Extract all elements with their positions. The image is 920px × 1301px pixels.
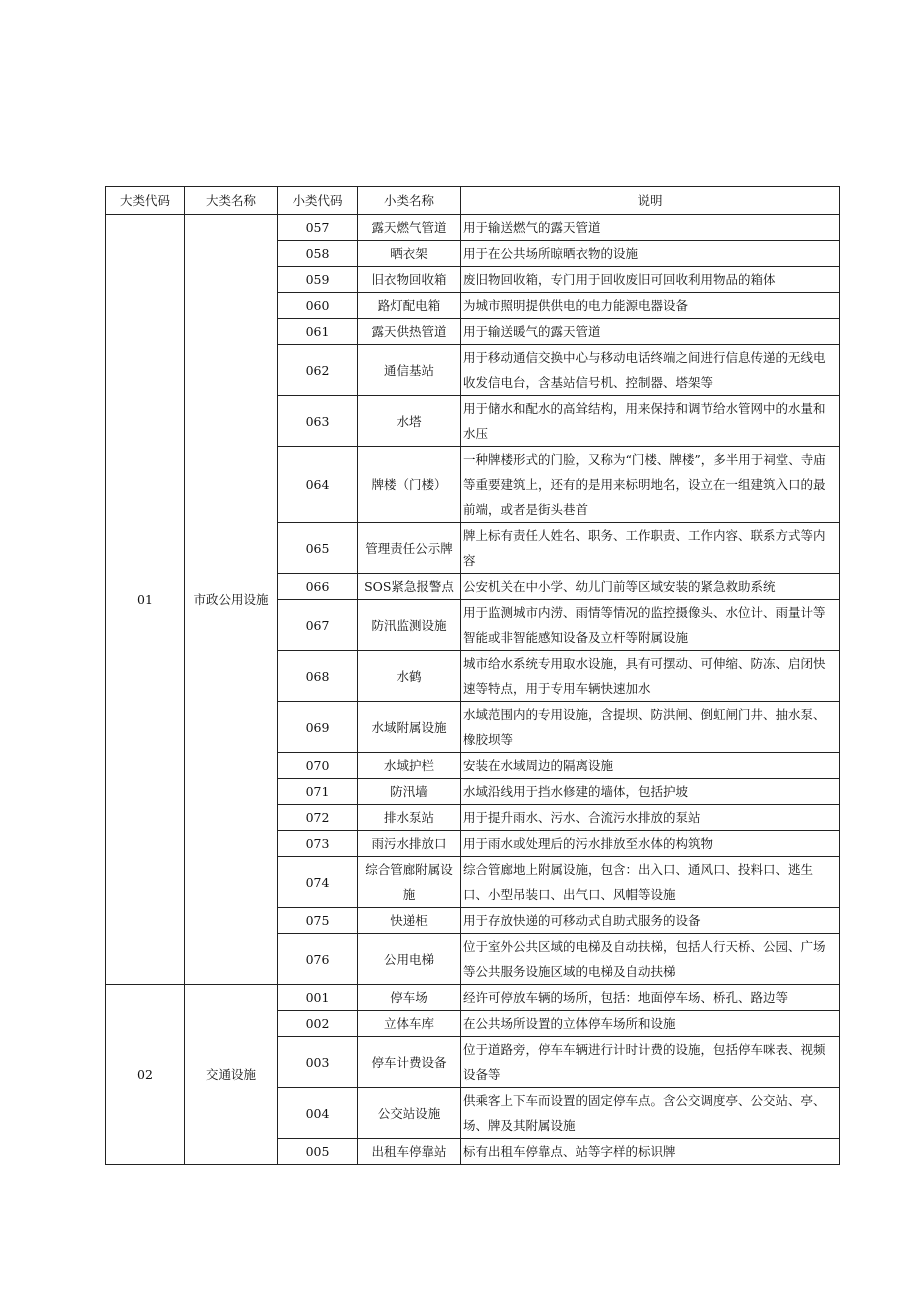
description-cell: 用于存放快递的可移动式自助式服务的设备 (461, 908, 840, 934)
description-cell: 废旧物回收箱，专门用于回收废旧可回收利用物品的箱体 (461, 267, 840, 293)
minor-name-cell: 水塔 (358, 396, 461, 447)
minor-code-cell: 004 (278, 1088, 358, 1139)
minor-code-cell: 071 (278, 779, 358, 805)
minor-name-cell: 水域附属设施 (358, 702, 461, 753)
description-cell: 牌上标有责任人姓名、职务、工作职责、工作内容、联系方式等内容 (461, 523, 840, 574)
minor-code-cell: 068 (278, 651, 358, 702)
minor-code-cell: 072 (278, 805, 358, 831)
major-code-cell: 01 (106, 215, 185, 985)
description-cell: 供乘客上下车而设置的固定停车点。含公交调度亭、公交站、亭、场、牌及其附属设施 (461, 1088, 840, 1139)
minor-name-cell: 旧衣物回收箱 (358, 267, 461, 293)
description-cell: 安装在水域周边的隔离设施 (461, 753, 840, 779)
description-cell: 经许可停放车辆的场所，包括：地面停车场、桥孔、路边等 (461, 985, 840, 1011)
header-minor-name: 小类名称 (358, 187, 461, 215)
description-cell: 用于监测城市内涝、雨情等情况的监控摄像头、水位计、雨量计等智能或非智能感知设备及立杆等附属设施 (461, 600, 840, 651)
description-cell: 用于移动通信交换中心与移动电话终端之间进行信息传递的无线电收发信电台，含基站信号机、控制器、塔架等 (461, 345, 840, 396)
minor-code-cell: 003 (278, 1037, 358, 1088)
description-cell: 位于室外公共区域的电梯及自动扶梯，包括人行天桥、公园、广场等公共服务设施区域的电梯及自动扶梯 (461, 934, 840, 985)
minor-code-cell: 061 (278, 319, 358, 345)
minor-name-cell: 路灯配电箱 (358, 293, 461, 319)
minor-name-cell: 综合管廊附属设施 (358, 857, 461, 908)
minor-name-cell: 管理责任公示牌 (358, 523, 461, 574)
description-cell: 公安机关在中小学、幼儿门前等区域安装的紧急救助系统 (461, 574, 840, 600)
minor-code-cell: 074 (278, 857, 358, 908)
header-major-name: 大类名称 (185, 187, 278, 215)
table-row (106, 985, 840, 1011)
minor-code-cell: 066 (278, 574, 358, 600)
minor-name-cell: 水鹤 (358, 651, 461, 702)
minor-code-cell: 063 (278, 396, 358, 447)
header-row (106, 187, 840, 215)
description-cell: 城市给水系统专用取水设施，具有可摆动、可伸缩、防冻、启闭快速等特点，用于专用车辆快速加水 (461, 651, 840, 702)
minor-name-cell: 出租车停靠站 (358, 1139, 461, 1165)
minor-name-cell: 通信基站 (358, 345, 461, 396)
major-name-cell: 市政公用设施 (185, 215, 278, 985)
table-row (106, 215, 840, 241)
minor-name-cell: 停车场 (358, 985, 461, 1011)
minor-name-cell: 雨污水排放口 (358, 831, 461, 857)
description-cell: 位于道路旁，停车车辆进行计时计费的设施，包括停车咪表、视频设备等 (461, 1037, 840, 1088)
minor-code-cell: 002 (278, 1011, 358, 1037)
minor-code-cell: 069 (278, 702, 358, 753)
minor-code-cell: 076 (278, 934, 358, 985)
minor-name-cell: 露天供热管道 (358, 319, 461, 345)
description-cell: 标有出租车停靠点、站等字样的标识牌 (461, 1139, 840, 1165)
minor-code-cell: 070 (278, 753, 358, 779)
minor-code-cell: 059 (278, 267, 358, 293)
minor-name-cell: 停车计费设备 (358, 1037, 461, 1088)
table-body (106, 215, 840, 1165)
minor-name-cell: 防汛监测设施 (358, 600, 461, 651)
minor-name-cell: 防汛墙 (358, 779, 461, 805)
description-cell: 用于在公共场所晾晒衣物的设施 (461, 241, 840, 267)
description-cell: 用于输送燃气的露天管道 (461, 215, 840, 241)
description-cell: 水域范围内的专用设施，含提坝、防洪闸、倒虹闸门井、抽水泵、橡胶坝等 (461, 702, 840, 753)
minor-code-cell: 064 (278, 447, 358, 523)
minor-code-cell: 001 (278, 985, 358, 1011)
major-code-cell: 02 (106, 985, 185, 1165)
minor-code-cell: 005 (278, 1139, 358, 1165)
minor-name-cell: 晒衣架 (358, 241, 461, 267)
minor-name-cell: 立体车库 (358, 1011, 461, 1037)
minor-name-cell: SOS紧急报警点 (358, 574, 461, 600)
description-cell: 在公共场所设置的立体停车场所和设施 (461, 1011, 840, 1037)
minor-code-cell: 067 (278, 600, 358, 651)
minor-code-cell: 060 (278, 293, 358, 319)
minor-code-cell: 062 (278, 345, 358, 396)
description-cell: 一种牌楼形式的门脸，又称为“门楼、牌楼”，多半用于祠堂、寺庙等重要建筑上，还有的是用来标明地名，设立在一组建筑入口的最前端，或者是街头巷首 (461, 447, 840, 523)
description-cell: 综合管廊地上附属设施，包含：出入口、通风口、投料口、逃生口、小型吊装口、出气口、风帽等设施 (461, 857, 840, 908)
description-cell: 为城市照明提供供电的电力能源电器设备 (461, 293, 840, 319)
minor-code-cell: 075 (278, 908, 358, 934)
minor-code-cell: 057 (278, 215, 358, 241)
minor-code-cell: 065 (278, 523, 358, 574)
header-description: 说明 (461, 187, 840, 215)
minor-code-cell: 058 (278, 241, 358, 267)
header-minor-code: 小类代码 (278, 187, 358, 215)
major-name-cell: 交通设施 (185, 985, 278, 1165)
minor-name-cell: 水域护栏 (358, 753, 461, 779)
minor-name-cell: 公交站设施 (358, 1088, 461, 1139)
header-major-code: 大类代码 (106, 187, 185, 215)
minor-name-cell: 排水泵站 (358, 805, 461, 831)
description-cell: 用于雨水或处理后的污水排放至水体的构筑物 (461, 831, 840, 857)
description-cell: 水域沿线用于挡水修建的墙体，包括护坡 (461, 779, 840, 805)
minor-name-cell: 快递柜 (358, 908, 461, 934)
description-cell: 用于提升雨水、污水、合流污水排放的泵站 (461, 805, 840, 831)
minor-name-cell: 露天燃气管道 (358, 215, 461, 241)
description-cell: 用于储水和配水的高耸结构，用来保持和调节给水管网中的水量和水压 (461, 396, 840, 447)
classification-table (105, 186, 840, 1165)
minor-code-cell: 073 (278, 831, 358, 857)
minor-name-cell: 牌楼（门楼） (358, 447, 461, 523)
description-cell: 用于输送暖气的露天管道 (461, 319, 840, 345)
minor-name-cell: 公用电梯 (358, 934, 461, 985)
